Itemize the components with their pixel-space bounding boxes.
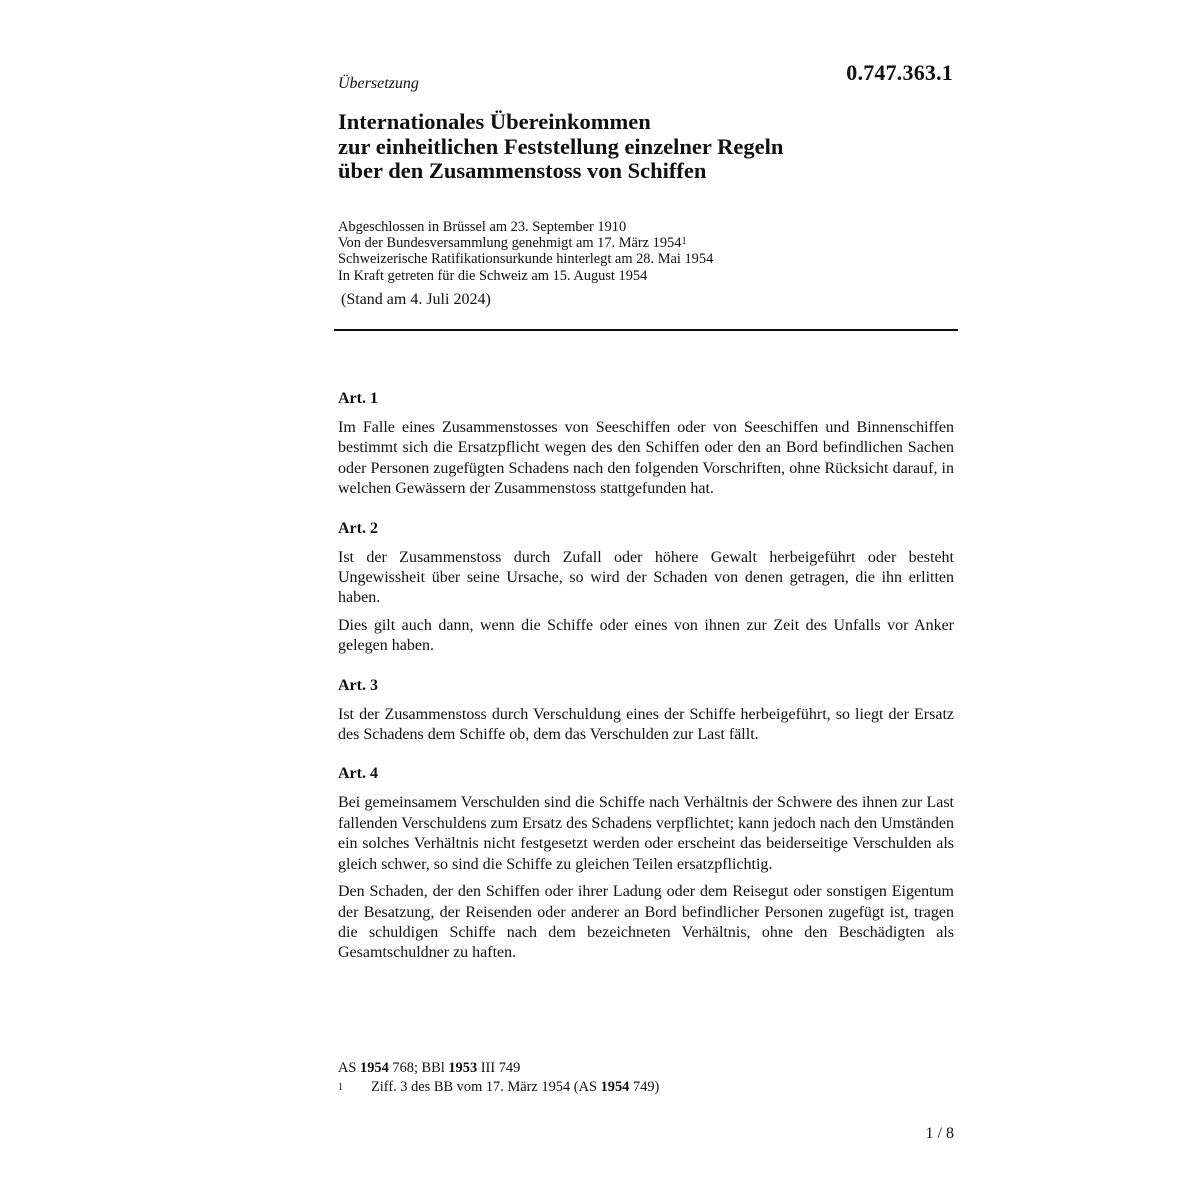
approved-line: [338, 235, 713, 251]
footnotes: [338, 1059, 954, 1096]
article-1: [338, 389, 954, 500]
translation-label: Übersetzung: [338, 75, 419, 92]
article-4: [338, 764, 954, 963]
article-heading: Art. 3: [338, 676, 378, 694]
in-force-line: In Kraft getreten für die Schweiz am 15. August 1954: [338, 267, 648, 284]
footnote-text-suffix: 749): [629, 1078, 660, 1095]
article-heading: Art. 4: [338, 765, 378, 783]
source-reference: [338, 1059, 954, 1078]
footnote-text-prefix: Ziff. 3 des BB vom 17. März 1954 (AS: [371, 1078, 601, 1095]
article-paragraph: Ist der Zusammenstoss durch Zufall oder höhere Gewalt herbeigeführt oder besteht Ungewissheit über seine Ursache, so wird der Schaden von denen getragen, die ihn erlitten haben.: [338, 548, 954, 607]
footnote-year: 1954: [600, 1078, 630, 1095]
ratification-line: Schweizerische Ratifikationsurkunde hinterlegt am 28. Mai 1954: [338, 251, 714, 268]
article-heading: Art. 1: [338, 390, 378, 407]
article-paragraph: Im Falle eines Zusammenstosses von Seeschiffen oder von Seeschiffen und Binnenschiffen bestimmt sich die Ersatzpflicht wegen des den Schiffen oder den an Bord befindlichen Sachen oder Personen zugefügten Schadens nach den folgenden Vorschriften, ohne Rücksicht darauf, in welchen Gewässern der Zusammenstoss stattgefunden hat.: [338, 419, 954, 498]
approved-text: Von der Bundesversammlung genehmigt am 17. März 1954: [338, 235, 682, 252]
article-paragraph: Ist der Zusammenstoss durch Verschuldung eines der Schiffe herbeigeführt, so liegt der Ersatz des Schadens dem Schiffe ob, dem das Verschulden zur Last fällt.: [338, 705, 954, 744]
article-paragraph: Bei gemeinsamem Verschulden sind die Schiffe nach Verhältnis der Schwere des ihnen zur Last fallenden Verschuldens zum Ersatz des Schadens verpflichtet; kann jedoch nach den Umständen ein solches Verhältnis nicht festgesetzt werden oder erscheint das beiderseitige Verschulden als gleich schwer, so sind die Schiffe zu gleichen Teilen ersatzpflichtig.: [338, 794, 954, 873]
article-heading: Art. 2: [338, 519, 378, 537]
source-as-rest: 768; BBl: [388, 1060, 449, 1076]
title-line-3: über den Zusammenstoss von Schiffen: [338, 158, 707, 183]
article-2: [338, 519, 954, 657]
footnote-number: 1: [338, 1081, 343, 1093]
article-3: [338, 676, 954, 746]
enactment-details: [338, 219, 713, 284]
source-as-prefix: AS: [338, 1060, 360, 1076]
title-line-2: zur einheitlichen Feststellung einzelner Regeln: [338, 133, 784, 159]
status-date: (Stand am 4. Juli 2024): [341, 291, 491, 308]
source-bbl-year: 1953: [448, 1060, 478, 1076]
source-bbl-rest: III 749: [477, 1060, 521, 1076]
footnote-reference[interactable]: 1: [681, 236, 687, 248]
header-divider: [334, 329, 958, 331]
source-as-year: 1954: [360, 1060, 389, 1076]
title-line-1: Internationales Übereinkommen: [338, 109, 651, 134]
page-number: 1 / 8: [925, 1125, 954, 1142]
sr-number: 0.747.363.1: [846, 60, 953, 85]
footnote-1: [338, 1078, 954, 1097]
document-title: [338, 110, 958, 184]
article-paragraph: Den Schaden, der den Schiffen oder ihrer Ladung oder dem Reisegut oder sonstigen Eigentum der Besatzung, der Reisenden oder anderer an Bord befindlicher Personen zugefügt ist, tragen die schuldigen Schiffe nach dem bezeichneten Verhältnis, ohne den Beschädigten als Gesamtschuldner zu haften.: [338, 883, 954, 962]
concluded-line: Abgeschlossen in Brüssel am 23. September 1910: [338, 219, 627, 235]
article-paragraph: Dies gilt auch dann, wenn die Schiffe oder eines von ihnen zur Zeit des Unfalls vor Anker gelegen haben.: [338, 616, 954, 655]
articles-body: [338, 389, 954, 983]
